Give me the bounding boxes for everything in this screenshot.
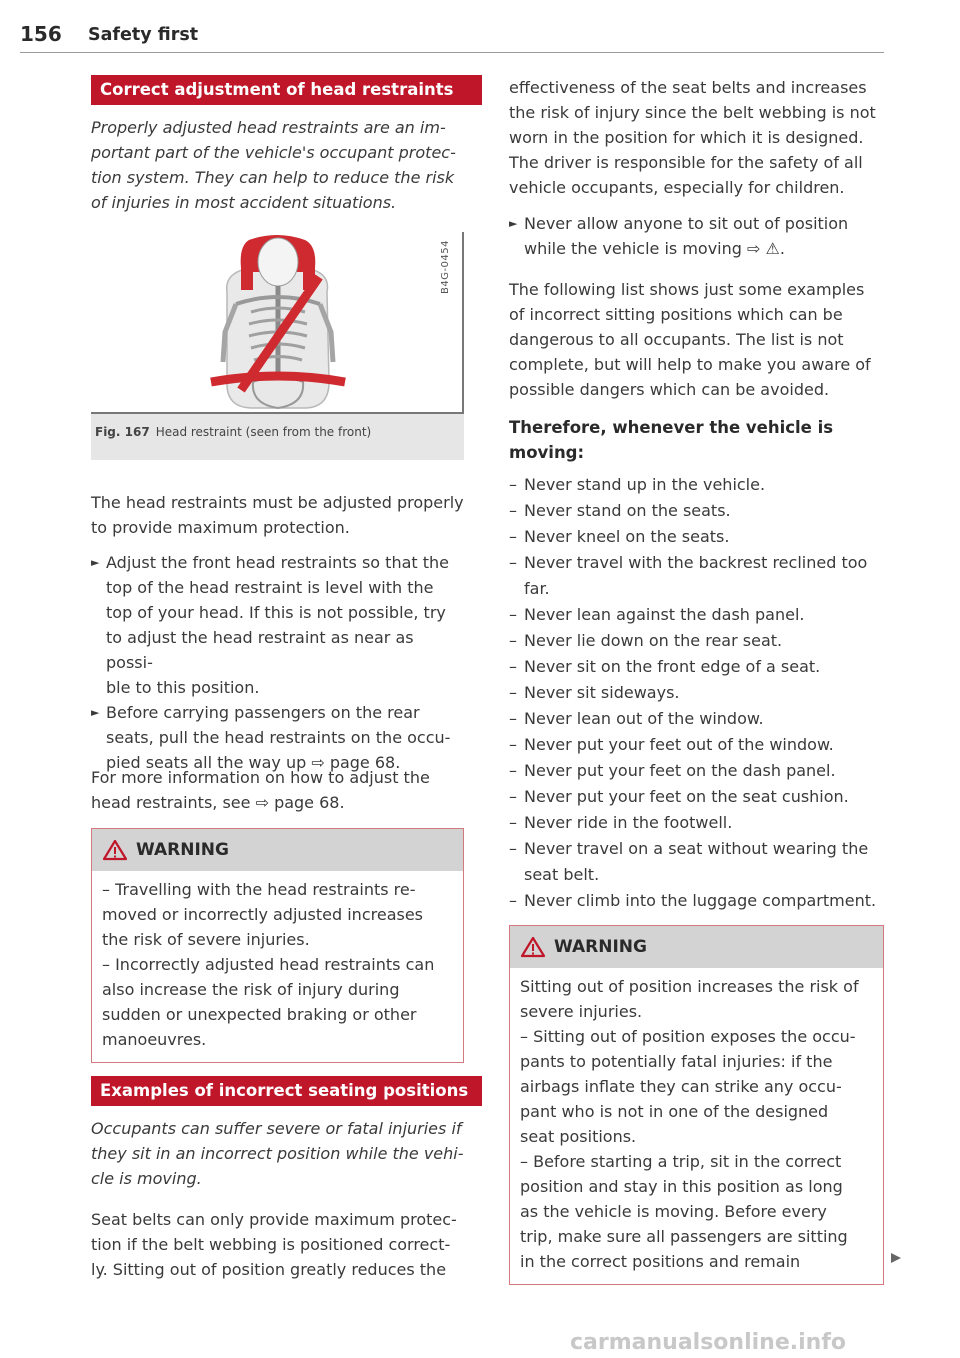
text-line: of injuries in most accident situations. — [91, 193, 397, 212]
bullet-item — [91, 550, 464, 700]
paragraph-adjust-properly — [91, 490, 464, 540]
text-line: manoeuvres. — [102, 1030, 207, 1049]
page-reference[interactable]: head restraints, see ⇨ page 68. — [91, 793, 345, 812]
list-item: – Never stand up in the vehicle. — [509, 475, 766, 494]
text-line: moved or incorrectly adjusted increases — [102, 905, 424, 924]
text-line: Before carrying passengers on the rear — [106, 703, 420, 722]
text-line: as the vehicle is moving. Before every — [520, 1202, 827, 1221]
bullet-item — [509, 211, 899, 261]
paragraph-more-info — [91, 765, 464, 815]
text-line: ly. Sitting out of position greatly reduces the — [91, 1260, 447, 1279]
text-line: Seat belts can only provide maximum protec- — [91, 1210, 457, 1229]
text-line: For more information on how to adjust the — [91, 768, 430, 787]
text-line: dangerous to all occupants. The list is not — [509, 330, 844, 349]
text-line: Occupants can suffer severe or fatal injuries if — [91, 1119, 462, 1138]
list-item: – Never put your feet on the seat cushion. — [509, 787, 849, 806]
figure-label: Fig. 167 — [95, 425, 150, 439]
warning-title: WARNING — [136, 839, 229, 860]
text-line: of incorrect sitting positions which can be — [509, 305, 843, 324]
text-line: effectiveness of the seat belts and increases — [509, 78, 867, 97]
text-line: possible dangers which can be avoided. — [509, 380, 830, 399]
text-line: to adjust the head restraint as near as possi- — [106, 628, 414, 672]
text-line: – Travelling with the head restraints re- — [102, 880, 416, 899]
warning-box-head-restraints — [91, 828, 464, 1063]
intro-head-restraints — [91, 115, 464, 215]
never-list — [509, 472, 884, 914]
text-line: worn in the position for which it is designed. — [509, 128, 864, 147]
list-item: – Never lean against the dash panel. — [509, 605, 805, 624]
paragraph-examples — [509, 277, 884, 402]
text-line: The driver is responsible for the safety of all — [509, 153, 863, 172]
text-line: The head restraints must be adjusted properly — [91, 493, 464, 512]
warning-item — [520, 1024, 873, 1149]
text-line: – Before starting a trip, sit in the correct — [520, 1152, 842, 1171]
head-restraint-illustration — [91, 232, 464, 414]
text-line: – Sitting out of position exposes the occu- — [520, 1027, 856, 1046]
list-item: – Never lie down on the rear seat. — [509, 631, 783, 650]
page-header — [20, 22, 884, 53]
warning-body — [92, 871, 463, 1062]
bullet-item — [91, 700, 464, 775]
subheading-whenever-moving — [509, 415, 884, 465]
list-item: – Never climb into the luggage compartment. — [509, 891, 877, 910]
text-line: complete, but will help to make you aware of — [509, 355, 871, 374]
list-item: – Never put your feet out of the window. — [509, 735, 834, 754]
list-item: – Never lean out of the window. — [509, 709, 764, 728]
text-line: vehicle occupants, especially for children. — [509, 178, 845, 197]
figure-caption-text: Head restraint (seen from the front) — [155, 425, 372, 439]
text-line: position and stay in this position as long — [520, 1177, 843, 1196]
warning-header — [510, 926, 883, 968]
skeleton-seatbelt-illustration — [91, 232, 462, 412]
page-reference[interactable]: pied seats all the way up ⇨ page 68. — [106, 753, 401, 772]
intro-incorrect-seating — [91, 1116, 464, 1191]
heading-head-restraints: Correct adjustment of head restraints — [91, 75, 482, 105]
bullet-arrow-icon: ► — [91, 706, 100, 719]
watermark: carmanualsonline.info — [570, 1330, 846, 1355]
warning-reference[interactable]: while the vehicle is moving ⇨ ⚠. — [524, 239, 785, 258]
list-item: – Never sit on the front edge of a seat. — [509, 657, 821, 676]
paragraph-seat-belts — [91, 1207, 464, 1282]
section-title: Safety first — [88, 25, 199, 45]
text-line: pants to potentially fatal injuries: if the — [520, 1052, 833, 1071]
page-number: 156 — [20, 22, 62, 46]
text-line: seat positions. — [520, 1127, 637, 1146]
list-item: – Never put your feet on the dash panel. — [509, 761, 836, 780]
text-line: top of the head restraint is level with the — [106, 578, 434, 597]
bullet-arrow-icon: ► — [91, 556, 100, 569]
text-line: pant who is not in one of the designed — [520, 1102, 829, 1121]
text-line: Therefore, whenever the vehicle is — [509, 418, 834, 437]
text-line: seats, pull the head restraints on the occu- — [106, 728, 451, 747]
text-line: trip, make sure all passengers are sitting — [520, 1227, 848, 1246]
text-line: Sitting out of position increases the risk of — [520, 977, 859, 996]
text-line: in the correct positions and remain — [520, 1252, 801, 1271]
figure-167 — [91, 232, 464, 460]
list-item: – Never kneel on the seats. — [509, 527, 730, 546]
list-item: – Never travel on a seat without wearing the seat belt. — [509, 839, 869, 884]
list-item: – Never sit sideways. — [509, 683, 680, 702]
text-line: the risk of severe injuries. — [102, 930, 310, 949]
warning-triangle-icon — [102, 839, 128, 861]
figure-code: B4G-0454 — [440, 240, 451, 295]
list-item: – Never ride in the footwell. — [509, 813, 733, 832]
list-item: – Never travel with the backrest reclined too far. — [509, 553, 868, 598]
text-line: top of your head. If this is not possible, try — [106, 603, 446, 622]
warning-box-seating — [509, 925, 884, 1285]
warning-body — [510, 968, 883, 1284]
text-line: to provide maximum protection. — [91, 518, 350, 537]
bullet-list-head-restraints — [91, 550, 464, 775]
text-line: portant part of the vehicle's occupant protec- — [91, 143, 456, 162]
continue-arrow-icon[interactable] — [889, 1247, 903, 1272]
text-line: they sit in an incorrect position while the vehi- — [91, 1144, 464, 1163]
text-line: the risk of injury since the belt webbing is not — [509, 103, 876, 122]
text-line: ble to this position. — [106, 678, 260, 697]
text-line: severe injuries. — [520, 1002, 643, 1021]
warning-header — [92, 829, 463, 871]
warning-item — [102, 952, 453, 1052]
warning-item — [520, 1149, 873, 1274]
bullet-arrow-icon: ► — [509, 217, 518, 230]
text-line: tion system. They can help to reduce the risk — [91, 168, 455, 187]
text-line: tion if the belt webbing is positioned correct- — [91, 1235, 451, 1254]
text-line: Never allow anyone to sit out of position — [524, 214, 849, 233]
warning-item — [102, 877, 453, 952]
list-item: – Never stand on the seats. — [509, 501, 731, 520]
text-line: – Incorrectly adjusted head restraints can — [102, 955, 435, 974]
paragraph-effectiveness — [509, 75, 884, 200]
text-line: The following list shows just some examples — [509, 280, 865, 299]
warning-triangle-icon — [520, 936, 546, 958]
text-line: cle is moving. — [91, 1169, 202, 1188]
warning-title: WARNING — [554, 936, 647, 957]
text-line: Properly adjusted head restraints are an im- — [91, 118, 446, 137]
text-line: sudden or unexpected braking or other — [102, 1005, 417, 1024]
text-line: airbags inflate they can strike any occu- — [520, 1077, 842, 1096]
text-line: moving: — [509, 443, 585, 462]
text-line: Adjust the front head restraints so that the — [106, 553, 450, 572]
text-line: also increase the risk of injury during — [102, 980, 400, 999]
heading-incorrect-seating: Examples of incorrect seating positions — [91, 1076, 482, 1106]
figure-caption — [95, 420, 371, 445]
